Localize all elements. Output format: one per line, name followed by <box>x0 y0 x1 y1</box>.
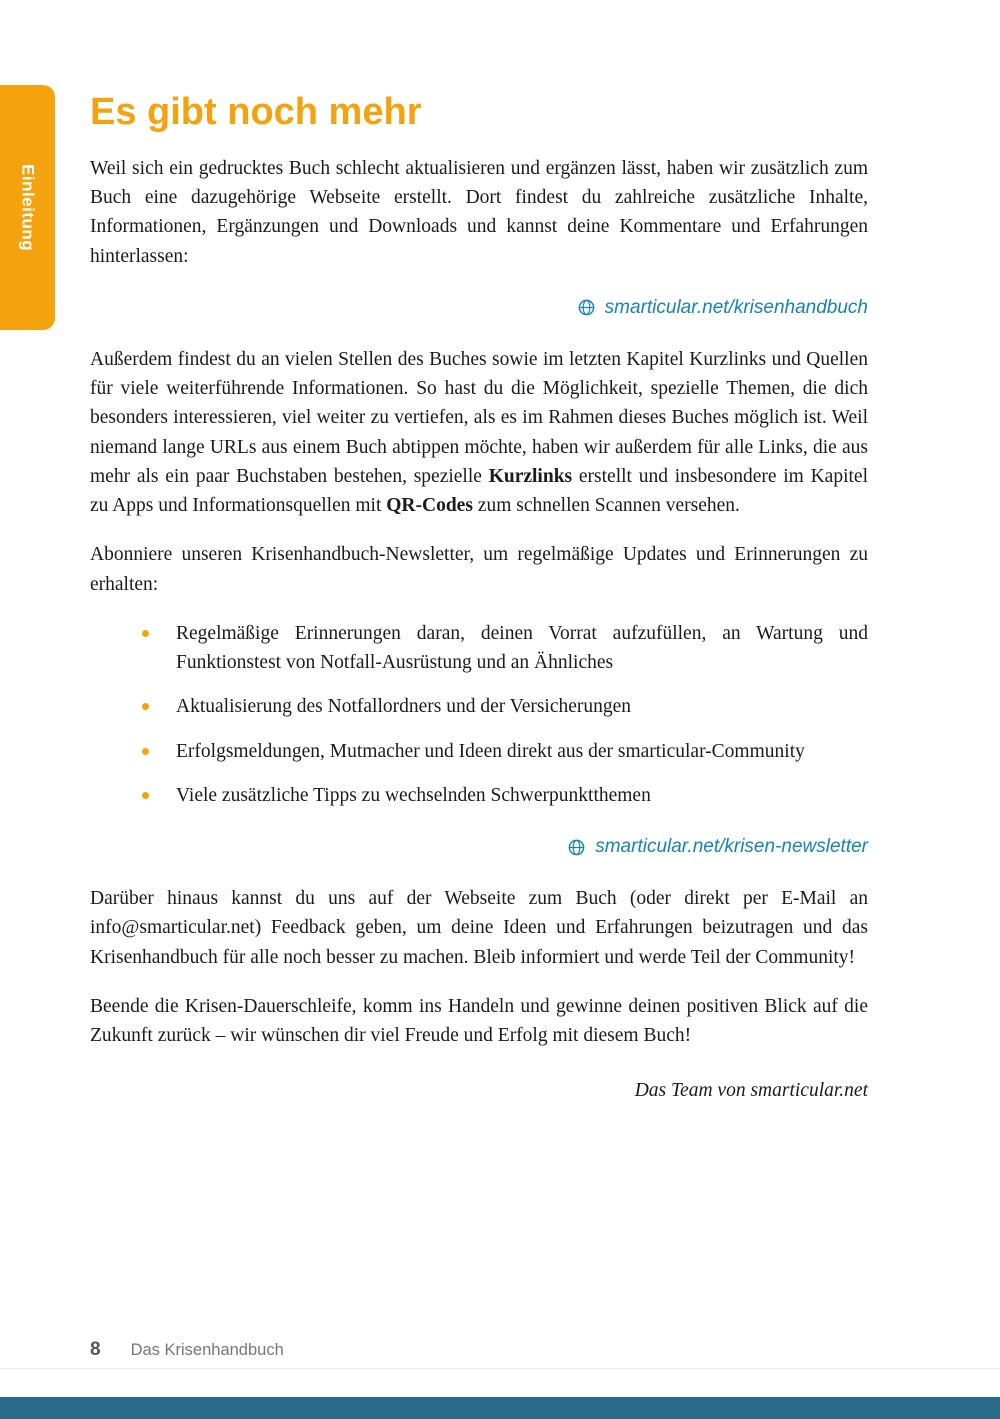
page-content <box>90 0 868 1102</box>
paragraph-kurzlinks <box>90 345 868 521</box>
signature-line: Das Team von smarticular.net <box>634 1080 868 1102</box>
list-item: Regelmäßige Erinnerungen daran, deinen Vorrat aufzufüllen, an Wartung und Funktionstest von Notfall-Ausrüstung und an Ähnliches <box>142 619 868 678</box>
newsletter-link-row <box>90 836 868 858</box>
page-footer <box>90 1339 284 1361</box>
paragraph-closing: Beende die Krisen-Dauerschleife, komm ins Handeln und gewinne deinen positiven Blick auf die Zukunft zurück – wir wünschen dir viel Freude und Erfolg mit diesem Buch! <box>90 995 868 1047</box>
list-item: Erfolgsmeldungen, Mutmacher und Ideen direkt aus der smarticular-Community <box>142 737 868 766</box>
chapter-tab-label: Einleitung <box>18 163 38 252</box>
newsletter-benefits-list <box>90 619 868 810</box>
paragraph-intro: Weil sich ein gedrucktes Buch schlecht aktualisieren und ergänzen lässt, haben wir zusätzlich zum Buch eine dazugehörige Webseite erstellt. Dort findest du zahlreiche zusätzliche Inhalte, Informationen, Ergänzungen und Downloads und kannst deine Kommentare und Erfahrungen hinterlassen: <box>90 157 868 267</box>
globe-icon <box>577 298 596 317</box>
paragraph-kurzlinks-text-2: erstellt und insbesondere im Kapitel zu Apps und Informationsquellen mit <box>90 465 868 517</box>
krisen-newsletter-link[interactable]: smarticular.net/krisen-newsletter <box>595 836 868 858</box>
footer-divider <box>0 1368 1000 1369</box>
website-link-row <box>90 297 868 319</box>
paragraph-kurzlinks-text-3: zum schnellen Scannen versehen. <box>472 495 740 517</box>
book-title: Das Krisenhandbuch <box>130 1341 284 1359</box>
bottom-color-bar <box>0 1397 1000 1419</box>
krisenhandbuch-link[interactable]: smarticular.net/krisenhandbuch <box>604 296 868 318</box>
list-item: Aktualisierung des Notfallordners und der Versicherungen <box>142 692 868 721</box>
list-item: Viele zusätzliche Tipps zu wechselnden Schwerpunktthemen <box>142 781 868 810</box>
chapter-tab <box>0 85 55 330</box>
page-number: 8 <box>90 1339 101 1360</box>
paragraph-kurzlinks-text-1: Außerdem findest du an vielen Stellen des Buches sowie im letzten Kapitel Kurzlinks und Quellen für viele weiterführende Informationen. So hast du die Möglichkeit, spezielle Themen, die dich besonders interessieren, viel weiter zu vertiefen, als es im Rahmen dieses Buches möglich ist. Weil niemand lange URLs aus einem Buch abtippen möchte, haben wir außerdem für alle Links, die aus mehr als ein paar Buchstaben bestehen, spezielle <box>90 348 868 487</box>
qr-codes-bold: QR-Codes <box>386 495 473 517</box>
kurzlinks-bold: Kurzlinks <box>488 465 573 487</box>
paragraph-newsletter-intro: Abonniere unseren Krisenhandbuch-Newsletter, um regelmäßige Updates und Erinnerungen zu erhalten: <box>90 544 868 595</box>
paragraph-feedback: Darüber hinaus kannst du uns auf der Webseite zum Buch (oder direkt per E-Mail an info@smarticular.net) Feedback geben, um deine Ideen und Erfahrungen beizutragen und das Krisenhandbuch für alle noch besser zu machen. Bleib informiert und werde Teil der Community! <box>90 888 868 968</box>
globe-icon <box>567 838 586 857</box>
page-title: Es gibt noch mehr <box>90 91 422 133</box>
